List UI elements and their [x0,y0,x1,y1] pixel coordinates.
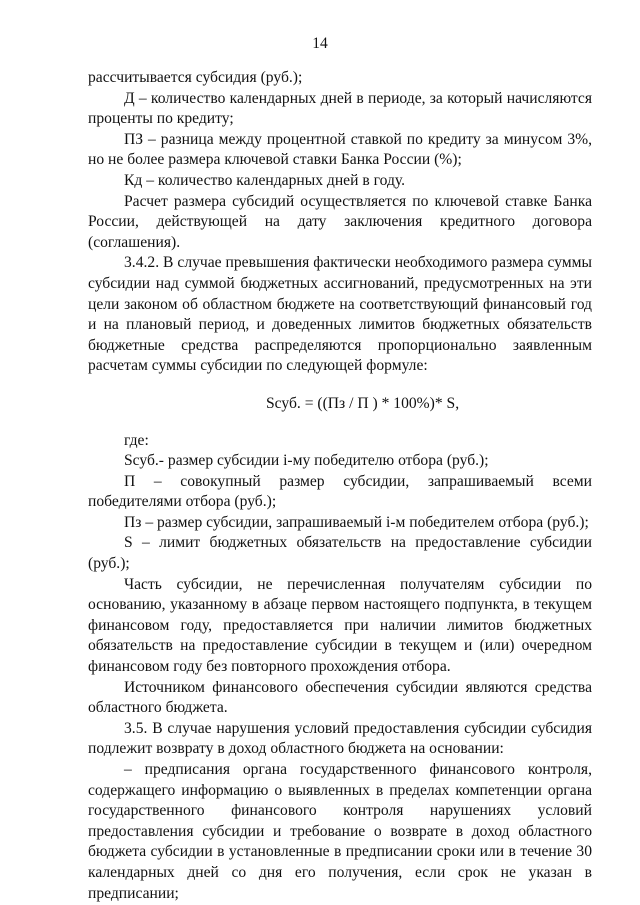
paragraph: Кд – количество календарных дней в году. [124,171,406,189]
paragraph: Д – количество календарных дней в периоде, за который начисляются проценты по кредиту; [88,89,592,128]
paragraph: ПЗ – разница между процентной ставкой по кредиту за минусом 3%, но не более размера ключевой ставки Банка России (%); [88,130,592,169]
paragraph: – предписания органа государственного финансового контроля, содержащего информацию о выявленных в пределах компетенции органа государственного финансового контроля нарушениях условий предоставления субсидии и требование о возврате в доход областного бюджета субсидии в установленные в предписании сроки или в течение 30 календарных дней со дня его получения, если срок не указан в предписании; [88,761,592,902]
paragraph: П – совокупный размер субсидии, запрашиваемый всеми победителями отбора (руб.); [88,472,592,511]
paragraph: Sсуб.- размер субсидии i-му победителю отбора (руб.); [124,452,489,470]
paragraph: Источником финансового обеспечения субсидии являются средства областного бюджета. [88,678,592,717]
paragraphs-after-formula [88,431,592,905]
paragraph: рассчитывается субсидия (руб.); [88,69,303,86]
page-number: 14 [312,35,328,52]
paragraph: 3.5. В случае нарушения условий предоставления субсидии субсидия подлежит возврату в доход областного бюджета на основании: [88,719,592,758]
paragraph: S – лимит бюджетных обязательств на предоставление субсидии (руб.); [88,534,592,573]
paragraph: где: [124,431,149,449]
paragraph: Часть субсидии, не перечисленная получателям субсидии по основанию, указанному в абзаце первом настоящего подпункта, в текущем финансовом году, предоставляется при наличии лимитов бюджетных обязательств на предоставление субсидии в текущем и (или) очередном финансовом году без повторного прохождения отбора. [88,575,592,676]
document-body [88,68,592,904]
formula: Sсуб. = ((Пз / П ) * 100%)* S, [266,394,460,412]
paragraphs-before-formula [88,68,592,377]
paragraph: Расчет размера субсидий осуществляется по ключевой ставке Банка России, действующей на дату заключения кредитного договора (соглашения). [88,192,592,251]
paragraph: Пз – размер субсидии, запрашиваемый i-м победителем отбора (руб.); [124,513,589,531]
paragraph: 3.4.2. В случае превышения фактически необходимого размера суммы субсидии над суммой бюджетных ассигнований, предусмотренных на эти цели законом об областном бюджете на соответствующий финансовый год и на плановый период, и доведенных лимитов бюджетных обязательств бюджетные средства распределяются пропорционально заявленным расчетам суммы субсидии по следующей формуле: [88,254,592,375]
